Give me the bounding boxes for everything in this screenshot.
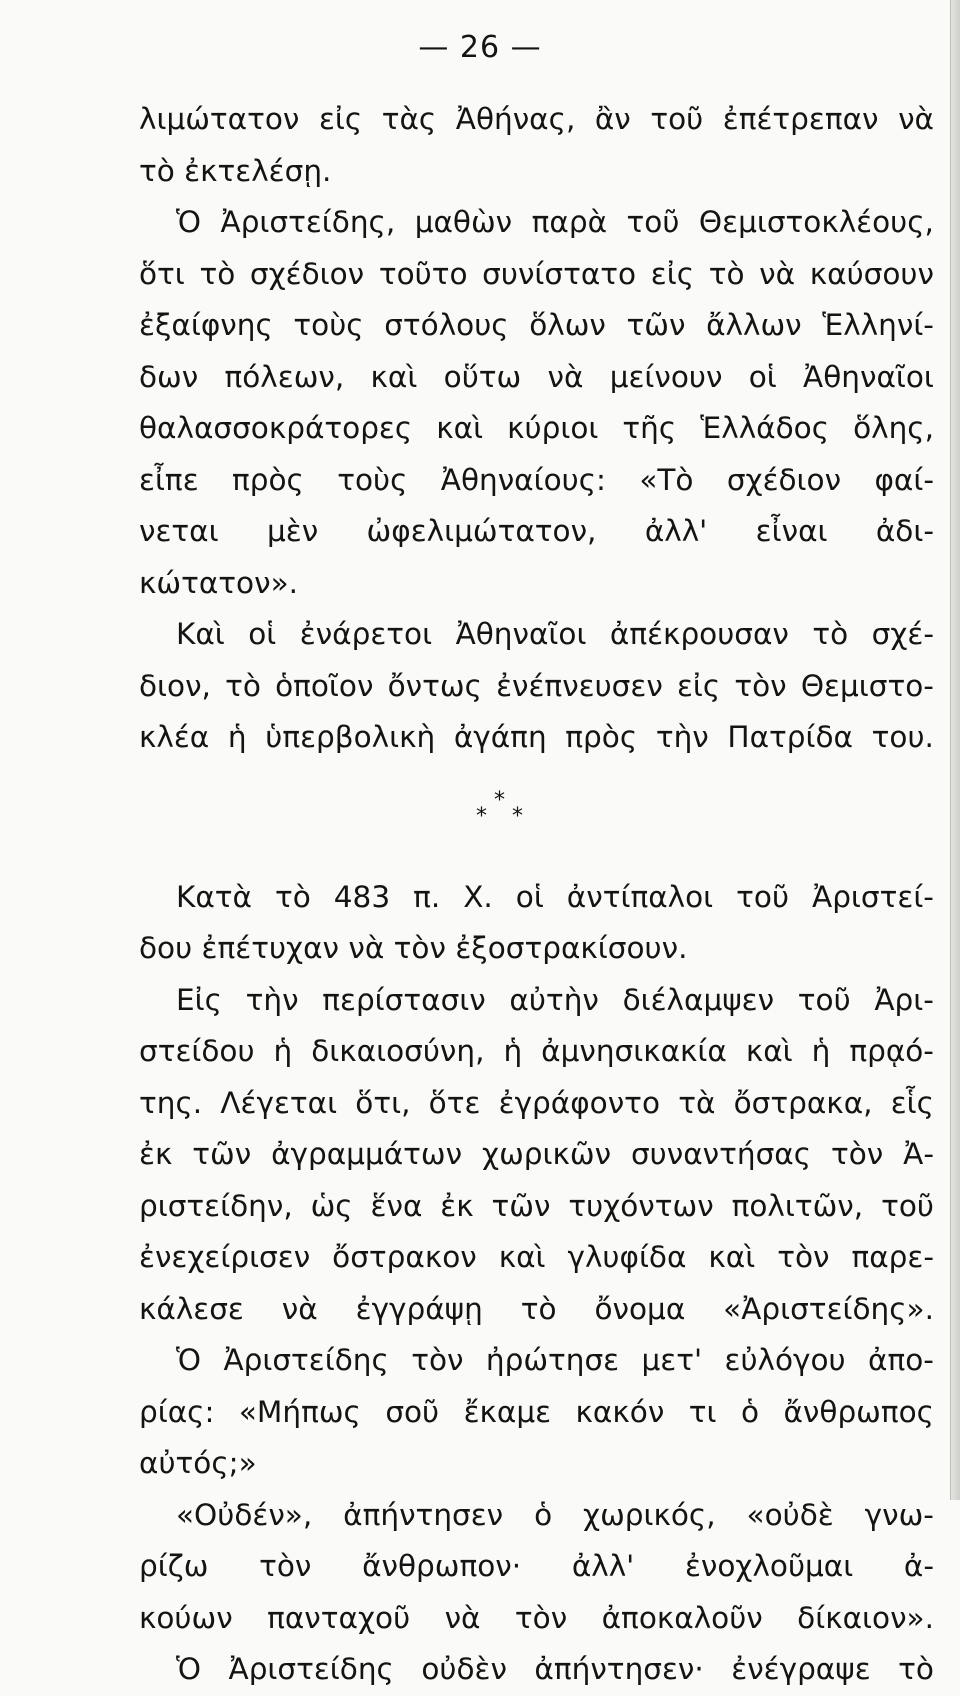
word: ἔκαμε [463, 1394, 552, 1429]
word: Ἀθηναίους: [440, 462, 606, 497]
word: νὰ [898, 102, 934, 136]
word: τῶν [192, 1137, 252, 1171]
word: Ὁ [176, 1652, 202, 1686]
word: Ἀρι- [874, 982, 934, 1017]
word: Θεμιστοκλέους, [698, 205, 934, 239]
word: ὅτι [139, 256, 185, 291]
text-line [139, 661, 934, 713]
section-separator [139, 764, 939, 872]
word: ἄνθρωπος [783, 1394, 934, 1429]
word: ἐκ [139, 1137, 173, 1171]
word: ἀντίπαλοι [566, 879, 714, 914]
text-line [139, 1644, 934, 1696]
word: ἐνοχλοῦμαι [684, 1549, 854, 1583]
word: διον, [139, 668, 211, 703]
text-line [139, 1541, 934, 1593]
word: τὸν [777, 1240, 830, 1274]
word: ἀλλ' [644, 514, 708, 548]
word: ὁ [740, 1394, 760, 1429]
word: αὐτὴν [509, 982, 599, 1017]
word: κάλεσε [139, 1291, 244, 1326]
text-line [139, 1593, 934, 1645]
word: δίκαιον». [797, 1600, 934, 1635]
word: της. [139, 1085, 203, 1120]
word: διέλαμψεν [622, 982, 775, 1017]
word: ὅτε [428, 1085, 481, 1120]
word: Ἀριστείδης [228, 1652, 394, 1686]
word: ἐνέγραψε [731, 1652, 871, 1686]
word: οἱ [515, 879, 544, 914]
word: χωρικῶν [482, 1137, 612, 1171]
word: ἐνέπνευσεν [496, 668, 663, 703]
word: οὕτω [443, 359, 522, 394]
word: εἶναι [755, 514, 828, 548]
word: τὸν [411, 1343, 464, 1377]
text-line [139, 1335, 934, 1387]
word: κλέα [139, 720, 210, 754]
word: «Τὸ [639, 462, 694, 497]
word: ἀγραμμάτων [271, 1137, 463, 1171]
word: Εἰς [176, 982, 222, 1017]
word: δικαιοσύνη, [311, 1034, 485, 1068]
word: ἐνεχείρισεν [139, 1240, 311, 1274]
word: χωρικός, [583, 1497, 716, 1532]
word: παρὰ [531, 205, 608, 239]
word: τὸ [225, 668, 261, 703]
word: ἡ [503, 1034, 523, 1068]
text-line [139, 352, 934, 404]
word: ἄλλων [706, 308, 802, 342]
text-line [139, 872, 934, 924]
word: παρε- [851, 1240, 934, 1274]
word: ἐνάρετοι [299, 617, 433, 651]
word: τοῦ [626, 205, 680, 239]
word: λιμώτατον [139, 102, 300, 136]
word: ἀδι- [875, 514, 934, 548]
word: τῆς [622, 411, 677, 445]
word: ρίας: [139, 1394, 215, 1429]
word: συναντήσας [630, 1137, 812, 1171]
separator-star: * [512, 803, 523, 829]
word: νεται [139, 514, 219, 548]
word: Χ. [463, 879, 493, 914]
word: ἕνα [370, 1188, 423, 1223]
word: «Ἀριστείδης». [723, 1291, 934, 1326]
word: ρίζω [139, 1549, 209, 1583]
word: ἡ [811, 1034, 831, 1068]
text-line [139, 1284, 934, 1336]
word: Θεμιστο- [800, 668, 934, 703]
word: μὲν [266, 514, 319, 548]
word: ὄστρακα, [733, 1085, 873, 1120]
word: κακόν [575, 1394, 665, 1429]
word: ὁ [534, 1497, 553, 1532]
word: νὰ [444, 1600, 481, 1635]
word: ὠφελιμώτατον, [366, 514, 597, 548]
word: δων [139, 359, 199, 394]
word: γλυφίδα [567, 1240, 687, 1274]
word: ὄνομα [594, 1291, 686, 1326]
word: ἡ [273, 1034, 293, 1068]
word: εἰς [650, 256, 695, 291]
text-line [139, 300, 934, 352]
word: «Οὐδέν», [176, 1497, 313, 1532]
word: μαθὼν [414, 205, 513, 239]
word: ἂν [594, 102, 631, 136]
word: στείδου [139, 1034, 255, 1068]
word: καὶ [498, 1240, 546, 1274]
text-line [139, 1026, 934, 1078]
word: Πατρίδα [727, 720, 853, 754]
word: τὸ [274, 879, 311, 914]
word: οὐδὲν [421, 1652, 507, 1686]
word: κύριοι [507, 411, 599, 445]
text-line [139, 1129, 934, 1181]
word: τι [688, 1394, 717, 1429]
text-line: αὐτός;» [139, 1446, 257, 1480]
text-line [139, 609, 934, 661]
text-line [139, 712, 934, 764]
word: συνίστατο [482, 256, 637, 291]
word: τοὺς [337, 462, 408, 497]
separator-star: * [476, 803, 487, 829]
word: ἀπήντησεν [343, 1497, 504, 1532]
paragraph-block-2 [139, 872, 939, 1696]
page-number: — 26 — [418, 30, 542, 65]
word: ὡς [310, 1188, 353, 1223]
word: σχέ- [871, 617, 934, 651]
word: θαλασσοκράτορες [139, 411, 413, 445]
text-line: τὸ ἐκτελέσῃ. [139, 153, 332, 188]
word: Ὁ [176, 205, 202, 239]
word: ὅτι, [355, 1085, 411, 1120]
word: τῶν [626, 308, 686, 342]
word: ἄνθρωπον· [362, 1549, 522, 1583]
text-line [139, 1490, 934, 1542]
word: πανταχοῦ [267, 1600, 411, 1635]
word: τοὺς [293, 308, 364, 342]
word: οἱ [248, 617, 277, 651]
word: τοῦτο [378, 256, 468, 291]
text-line [139, 1078, 934, 1130]
word: ἀπήντησεν· [534, 1652, 704, 1686]
word: νὰ [547, 359, 584, 394]
word: εἶπε [139, 462, 199, 497]
word: π. [413, 879, 441, 914]
word: πολιτῶν, [731, 1188, 864, 1223]
word: πρᾳό- [849, 1034, 934, 1068]
word: ἀγάπη [453, 720, 547, 754]
body-text [139, 94, 939, 1696]
word: πρὸς [232, 462, 304, 497]
word: μετ' [641, 1343, 703, 1377]
word: ἀπο- [868, 1343, 934, 1377]
paragraph-block-1 [139, 94, 939, 764]
word: τὰς [381, 102, 437, 136]
word: τῶν [491, 1188, 551, 1223]
word: Λέγεται [220, 1085, 338, 1120]
word: οἱ [748, 359, 777, 394]
word: τὸ [199, 256, 236, 291]
word: καὶ [745, 1034, 793, 1068]
text-line [139, 197, 934, 249]
word: ἀλλ' [571, 1549, 635, 1583]
word: εἰς [318, 102, 363, 136]
word: τοῦ [881, 1188, 934, 1223]
word: Ἀριστείδης, [220, 205, 396, 239]
text-line: δου ἐπέτυχαν νὰ τὸν ἐξοστρακίσουν. [139, 931, 688, 965]
word: εἷς [890, 1085, 934, 1120]
word: καὶ [370, 359, 418, 394]
word: ὅλων [529, 308, 606, 342]
word: ἀποκαλοῦν [601, 1600, 763, 1635]
word: Κατὰ [176, 879, 252, 914]
text-line [139, 1232, 934, 1284]
text-line [139, 455, 934, 507]
word: τοῦ [736, 879, 790, 914]
word: κούων [139, 1600, 233, 1635]
word: τὰ [678, 1085, 716, 1120]
word: «οὐδὲ [746, 1497, 834, 1532]
text-line [139, 403, 934, 455]
word: ὄστρακον [332, 1240, 477, 1274]
word: τὸ [708, 256, 745, 291]
word: καὶ [708, 1240, 756, 1274]
word: Ὁ [176, 1343, 202, 1377]
text-line: κώτατον». [139, 565, 299, 600]
word: ἐγγράψῃ [355, 1291, 483, 1326]
word: Ἑλλάδος [700, 411, 830, 445]
word: φαί- [874, 462, 934, 497]
word: ὁποῖον [275, 668, 374, 703]
word: τὴν [245, 982, 299, 1017]
word: περίστασιν [322, 982, 486, 1017]
word: νὰ [759, 256, 796, 291]
word: ἀ- [903, 1549, 934, 1583]
word: εὐλόγου [724, 1343, 846, 1377]
word: «Μήπως [238, 1394, 361, 1429]
word: στόλους [384, 308, 509, 342]
word: τοῦ [650, 102, 704, 136]
word: Ἀθηναῖοι [455, 617, 587, 651]
word: Ἀ- [903, 1137, 934, 1171]
text-line [139, 506, 934, 558]
word: τὸν [734, 668, 787, 703]
word: Ἑλληνί- [822, 308, 934, 342]
word: τὸν [830, 1137, 884, 1171]
word: Ἀθήνας, [455, 102, 576, 136]
word: ὄντως [387, 668, 482, 703]
word: σχέδιον [726, 462, 842, 497]
word: τοῦ [797, 982, 851, 1017]
word: του. [871, 720, 934, 754]
word: πόλεων, [224, 359, 345, 394]
word: νὰ [281, 1291, 318, 1326]
word: καύσουν [809, 256, 934, 291]
word: γνω- [864, 1497, 934, 1532]
word: τὸ [812, 617, 849, 651]
word: ἀπέκρουσαν [609, 617, 789, 651]
word: σοῦ [385, 1394, 440, 1429]
word: ἐγράφοντο [498, 1085, 660, 1120]
word: τὸν [259, 1549, 312, 1583]
word: καὶ [436, 411, 484, 445]
word: ριστείδην, [139, 1188, 293, 1223]
word: ὅλης, [853, 411, 934, 445]
word: τὴν [655, 720, 709, 754]
word: Ἀθηναῖοι [803, 359, 934, 394]
text-line [139, 249, 934, 301]
word: ἠρώτησε [485, 1343, 620, 1377]
word: εἰς [676, 668, 721, 703]
word: σχέδιον [249, 256, 365, 291]
text-line [139, 1181, 934, 1233]
text-line [139, 1387, 934, 1439]
word: ἡ [227, 720, 247, 754]
word: μείνουν [609, 359, 723, 394]
word: τὸν [514, 1600, 568, 1635]
separator-star: * [494, 787, 505, 813]
word: 483 [333, 879, 391, 914]
word: ἀμνησικακία [541, 1034, 727, 1068]
page-edge [950, 0, 960, 1500]
word: ἐπέτρεπαν [722, 102, 879, 136]
word: πρὸς [565, 720, 638, 754]
word: ἐξαίφνης [139, 308, 273, 342]
word: τὸ [898, 1652, 934, 1686]
word: ὑπερβολικὴ [265, 720, 436, 754]
text-line [139, 94, 934, 146]
word: Ἀριστεί- [812, 879, 934, 914]
text-line [139, 975, 934, 1027]
word: Ἀριστείδης [223, 1343, 389, 1377]
word: Καὶ [176, 617, 225, 651]
word: τυχόντων [568, 1188, 714, 1223]
word: τὸ [520, 1291, 557, 1326]
word: ἐκ [440, 1188, 474, 1223]
